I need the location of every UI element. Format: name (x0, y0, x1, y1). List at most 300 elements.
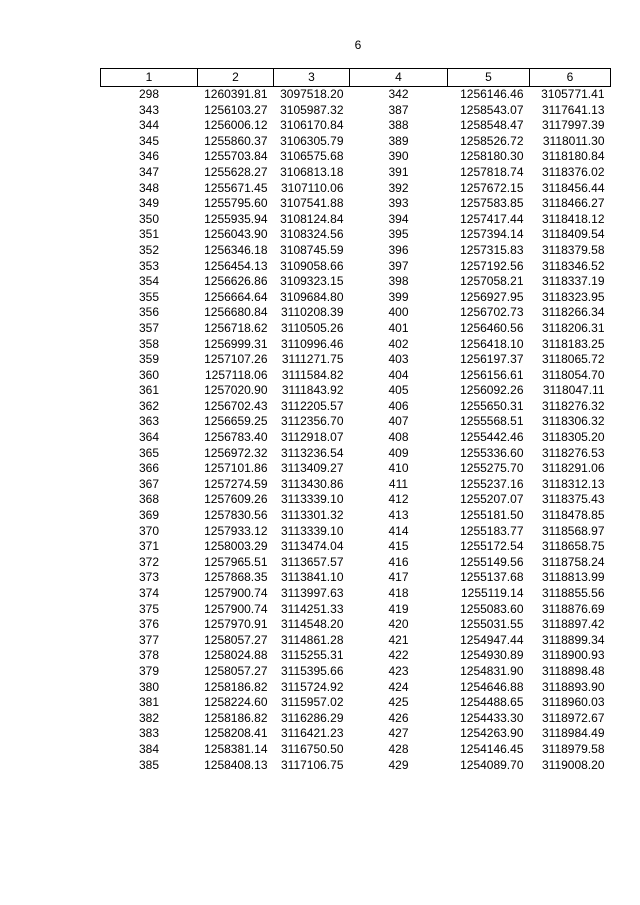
table-cell: 3105771.41 (541, 87, 605, 101)
table-row (101, 602, 611, 618)
table-cell: 381 (138, 695, 160, 710)
table-cell: 1255237.16 (460, 476, 524, 491)
table-cell: 3118960.03 (541, 695, 605, 710)
table-cell: 1257609.26 (204, 492, 268, 507)
table-cell: 3118456.44 (541, 180, 605, 195)
table-cell: 3107541.88 (280, 196, 344, 211)
table-cell: 398 (388, 274, 409, 289)
table-cell: 3110996.46 (280, 336, 344, 351)
table-cell: 3109058.66 (280, 258, 344, 273)
table-cell: 3111584.82 (281, 367, 344, 382)
table-cell: 1255671.45 (204, 180, 268, 195)
table-row (101, 274, 611, 290)
table-cell: 1257965.51 (204, 554, 268, 569)
table-cell: 3116750.50 (280, 741, 344, 756)
table-cell: 3113409.27 (280, 461, 344, 476)
table-cell: 404 (388, 367, 409, 382)
table-cell: 412 (388, 492, 409, 507)
table-cell: 1256346.18 (204, 242, 268, 257)
table-cell: 1256092.26 (460, 383, 524, 398)
table-row (101, 477, 611, 493)
table-cell: 385 (138, 757, 160, 772)
table-cell: 1257417.44 (460, 211, 524, 226)
table-cell: 405 (388, 383, 409, 398)
table-cell: 1254488.65 (460, 695, 524, 710)
table-cell: 362 (138, 398, 160, 413)
table-cell: 364 (138, 430, 160, 445)
table-cell: 3108324.56 (280, 227, 344, 242)
table-cell: 1255275.70 (460, 461, 524, 476)
table-cell: 1256460.56 (460, 320, 524, 335)
table-cell: 1258526.72 (460, 133, 524, 148)
table-cell: 3118011.30 (542, 133, 605, 148)
table-cell: 358 (138, 336, 160, 351)
table-cell: 1254930.89 (460, 648, 524, 663)
column-header: 2 (198, 69, 274, 87)
table-cell: 407 (388, 414, 409, 429)
table-cell: 3115724.92 (280, 679, 344, 694)
table-cell: 3111843.92 (281, 383, 344, 398)
table-cell: 1256146.46 (460, 87, 524, 101)
column-header: 5 (448, 69, 530, 87)
table-cell: 1256783.40 (204, 430, 268, 445)
table-cell: 1257868.35 (204, 570, 268, 585)
table-cell: 1255172.54 (460, 539, 524, 554)
table-cell: 1258208.41 (204, 726, 268, 741)
table-row (101, 87, 611, 103)
table-cell: 3117997.39 (541, 118, 605, 133)
table-cell: 380 (138, 679, 160, 694)
table-cell: 384 (138, 741, 160, 756)
table-cell: 1258543.07 (460, 102, 524, 117)
table-row (101, 227, 611, 243)
table-cell: 3118312.13 (541, 476, 605, 491)
table-cell: 3118379.58 (541, 242, 605, 257)
table-cell: 349 (138, 196, 160, 211)
table-cell: 1255181.50 (460, 508, 524, 523)
table-cell: 365 (138, 445, 160, 460)
table-row (101, 196, 611, 212)
column-header: 3 (274, 69, 350, 87)
table-cell: 1257900.74 (204, 601, 268, 616)
table-cell: 1255628.27 (204, 164, 268, 179)
table-cell: 344 (138, 118, 160, 133)
table-cell: 399 (388, 289, 409, 304)
table-cell: 3106575.68 (280, 149, 344, 164)
table-cell: 346 (138, 149, 160, 164)
table-cell: 403 (388, 352, 409, 367)
table-body (101, 87, 611, 774)
table-cell: 3116286.29 (280, 710, 344, 725)
table-cell: 1257058.21 (460, 274, 524, 289)
table-cell: 389 (388, 133, 409, 148)
table-row (101, 726, 611, 742)
table-cell: 3113301.32 (280, 508, 344, 523)
table-cell: 419 (388, 601, 409, 616)
table-row (101, 243, 611, 259)
table-row (101, 414, 611, 430)
table-cell: 3118813.99 (541, 570, 605, 585)
table-cell: 3114548.20 (280, 617, 344, 632)
table-cell: 3110208.39 (280, 305, 344, 320)
table-cell: 391 (388, 164, 409, 179)
table-cell: 1258186.82 (204, 679, 268, 694)
table-cell: 415 (388, 539, 409, 554)
column-header: 1 (101, 69, 198, 87)
table-cell: 3118972.67 (541, 710, 605, 725)
table-cell: 352 (138, 242, 160, 257)
table-cell: 3108745.59 (280, 242, 344, 257)
table-cell: 3118276.32 (541, 398, 605, 413)
table-cell: 1256454.13 (204, 258, 268, 273)
table-row (101, 586, 611, 602)
table-cell: 353 (138, 258, 160, 273)
table-cell: 3107110.06 (280, 180, 344, 195)
table-cell: 1257274.59 (204, 476, 268, 491)
table-row (101, 711, 611, 727)
table-cell: 3108124.84 (280, 211, 344, 226)
table-cell: 3118893.90 (541, 679, 605, 694)
table-cell: 1256659.25 (204, 414, 268, 429)
table-row (101, 399, 611, 415)
table-cell: 3113339.10 (280, 492, 344, 507)
table-cell: 3118180.84 (541, 149, 605, 164)
table-row (101, 570, 611, 586)
table-cell: 347 (138, 164, 160, 179)
table-cell: 418 (388, 586, 409, 600)
table-row (101, 259, 611, 275)
table-cell: 351 (138, 227, 160, 242)
table-cell: 3113657.57 (280, 554, 344, 569)
table-cell: 1255336.60 (460, 445, 524, 460)
table-cell: 3097518.20 (280, 87, 344, 101)
table-cell: 377 (138, 632, 160, 647)
table-cell: 3118276.53 (541, 445, 605, 460)
table-cell: 3118898.48 (541, 663, 605, 678)
table-cell: 359 (138, 352, 160, 367)
table-cell: 3118346.52 (541, 258, 605, 273)
table-cell: 1257672.15 (460, 180, 524, 195)
table-cell: 397 (388, 258, 409, 273)
table-cell: 3118305.20 (541, 430, 605, 445)
table-cell: 3113339.10 (280, 523, 344, 538)
table-cell: 3112918.07 (280, 430, 344, 445)
table-cell: 1255703.84 (204, 149, 268, 164)
table-cell: 410 (388, 461, 409, 476)
table-cell: 3106305.79 (280, 133, 344, 148)
table-cell: 1257107.26 (204, 352, 268, 367)
table-cell: 413 (388, 508, 409, 523)
table-cell: 423 (388, 663, 409, 678)
table-cell: 429 (388, 757, 409, 772)
table-cell: 1257118.06 (204, 367, 268, 382)
table-cell: 3118568.97 (541, 523, 605, 538)
table-cell: 374 (138, 586, 160, 600)
table-cell: 355 (138, 289, 160, 304)
table-cell: 1255568.51 (460, 414, 524, 429)
table-cell: 369 (138, 508, 160, 523)
table-cell: 424 (388, 679, 409, 694)
table-cell: 3113841.10 (280, 570, 344, 585)
table-cell: 356 (138, 305, 160, 320)
table-row (101, 337, 611, 353)
table-row (101, 165, 611, 181)
table-cell: 3118376.02 (541, 164, 605, 179)
table-cell: 426 (388, 710, 409, 725)
table-cell: 3109323.15 (280, 274, 344, 289)
table-cell: 3118758.24 (541, 554, 605, 569)
table-row (101, 181, 611, 197)
table-cell: 3118323.95 (541, 289, 605, 304)
table-cell: 3118183.25 (541, 336, 605, 351)
table-cell: 1256718.62 (204, 320, 268, 335)
table-cell: 1256103.27 (204, 102, 268, 117)
table-cell: 3111271.75 (281, 352, 344, 367)
table-cell: 414 (388, 523, 409, 538)
table-cell: 392 (388, 180, 409, 195)
table-cell: 1258024.88 (204, 648, 268, 663)
table-cell: 1255031.55 (460, 617, 524, 632)
table-cell: 3118466.27 (541, 196, 605, 211)
table-row (101, 149, 611, 165)
column-header: 4 (350, 69, 448, 87)
table-cell: 3118658.75 (541, 539, 605, 554)
table-cell: 3112356.70 (280, 414, 344, 429)
table-cell: 3113997.63 (280, 586, 344, 600)
table-cell: 367 (138, 476, 160, 491)
table-cell: 1256197.37 (460, 352, 524, 367)
table-cell: 3118206.31 (541, 320, 605, 335)
table-cell: 1256418.10 (460, 336, 524, 351)
table-cell: 363 (138, 414, 160, 429)
table-cell: 1256972.32 (204, 445, 268, 460)
table-row (101, 118, 611, 134)
table-cell: 1258186.82 (204, 710, 268, 725)
table-cell: 1256680.84 (204, 305, 268, 320)
table-cell: 1257315.83 (460, 242, 524, 257)
table-cell: 1257933.12 (204, 523, 268, 538)
table-cell: 1256702.43 (204, 398, 268, 413)
table-cell: 3118375.43 (541, 492, 605, 507)
column-header: 6 (530, 69, 611, 87)
table-cell: 1258381.14 (204, 741, 268, 756)
table-cell: 3118900.93 (541, 648, 605, 663)
table-cell: 420 (388, 617, 409, 632)
table-cell: 422 (388, 648, 409, 663)
table-cell: 368 (138, 492, 160, 507)
table-cell: 1254433.30 (460, 710, 524, 725)
table-cell: 1256156.61 (460, 367, 524, 382)
table-cell: 1257900.74 (204, 586, 268, 600)
coordinates-table (100, 68, 611, 773)
table-cell: 379 (138, 663, 160, 678)
table-cell: 1257394.14 (460, 227, 524, 242)
table-cell: 428 (388, 741, 409, 756)
table-row (101, 446, 611, 462)
table-cell: 1256006.12 (204, 118, 268, 133)
table-cell: 3115395.66 (280, 663, 344, 678)
table-cell: 3118979.58 (541, 741, 605, 756)
table-row (101, 695, 611, 711)
table-cell: 3118337.19 (541, 274, 605, 289)
table-row (101, 742, 611, 758)
table-cell: 360 (138, 367, 160, 382)
table-row (101, 103, 611, 119)
table-cell: 3106813.18 (280, 164, 344, 179)
table-cell: 1256999.31 (204, 336, 268, 351)
table-cell: 417 (388, 570, 409, 585)
page-number: 6 (354, 38, 362, 52)
table-cell: 387 (388, 102, 409, 117)
table-cell: 3110505.26 (280, 320, 344, 335)
table-cell: 1255442.46 (460, 430, 524, 445)
table-row (101, 758, 611, 774)
table-cell: 3113236.54 (280, 445, 344, 460)
table-cell: 1255137.68 (460, 570, 524, 585)
table-cell: 1258548.47 (460, 118, 524, 133)
table-cell: 1254831.90 (460, 663, 524, 678)
table-cell: 421 (388, 632, 409, 647)
table-cell: 3113474.04 (280, 539, 344, 554)
table-cell: 1256927.95 (460, 289, 524, 304)
table-cell: 409 (388, 445, 409, 460)
table-cell: 3116421.23 (280, 726, 344, 741)
table-cell: 406 (388, 398, 409, 413)
table-row (101, 383, 611, 399)
table-cell: 3118054.70 (541, 367, 605, 382)
table-cell: 3113430.86 (280, 476, 344, 491)
table-cell: 388 (388, 118, 409, 133)
table-row (101, 524, 611, 540)
table-cell: 411 (388, 476, 409, 491)
table-cell: 401 (388, 320, 409, 335)
table-cell: 1254947.44 (460, 632, 524, 647)
table-cell: 3117106.75 (280, 757, 344, 772)
table-cell: 3106170.84 (280, 118, 344, 133)
table-cell: 1256626.86 (204, 274, 268, 289)
table-cell: 3118291.06 (541, 461, 605, 476)
table-cell: 3114861.28 (280, 632, 344, 647)
table-cell: 1255650.31 (460, 398, 524, 413)
table-cell: 1260391.81 (204, 87, 268, 101)
table-cell: 1257583.85 (460, 196, 524, 211)
table-cell: 1255207.07 (460, 492, 524, 507)
table-cell: 1258224.60 (204, 695, 268, 710)
table-cell: 1256043.90 (204, 227, 268, 242)
table-row (101, 305, 611, 321)
table-cell: 342 (388, 87, 409, 101)
table-cell: 3118065.72 (541, 352, 605, 367)
table-cell: 376 (138, 617, 160, 632)
table-header-row (101, 69, 611, 87)
table-row (101, 633, 611, 649)
table-cell: 1257101.86 (204, 461, 268, 476)
table-cell: 1255860.37 (204, 133, 268, 148)
table-cell: 3112205.57 (280, 398, 344, 413)
table-cell: 1255183.77 (460, 523, 524, 538)
table-cell: 1257020.90 (204, 383, 268, 398)
table-cell: 357 (138, 320, 160, 335)
table-row (101, 680, 611, 696)
table-cell: 1254263.90 (460, 726, 524, 741)
table-cell: 1255935.94 (204, 211, 268, 226)
table-cell: 390 (388, 149, 409, 164)
table-cell: 402 (388, 336, 409, 351)
table-cell: 383 (138, 726, 160, 741)
table-row (101, 368, 611, 384)
table-row (101, 134, 611, 150)
table-cell: 1254089.70 (460, 757, 524, 772)
table-cell: 350 (138, 211, 160, 226)
table-row (101, 352, 611, 368)
table-cell: 1258408.13 (204, 757, 268, 772)
table-row (101, 212, 611, 228)
table-cell: 373 (138, 570, 160, 585)
table-row (101, 539, 611, 555)
table-row (101, 648, 611, 664)
table-cell: 425 (388, 695, 409, 710)
table-cell: 394 (388, 211, 409, 226)
table-cell: 395 (388, 227, 409, 242)
table-cell: 1255795.60 (204, 196, 268, 211)
table-cell: 416 (388, 554, 409, 569)
table-row (101, 321, 611, 337)
table-cell: 3118266.34 (541, 305, 605, 320)
table-cell: 1255083.60 (460, 601, 524, 616)
table-cell: 3117641.13 (541, 102, 605, 117)
table-cell: 1256664.64 (204, 289, 268, 304)
table-cell: 372 (138, 554, 160, 569)
table-cell: 3118047.11 (542, 383, 605, 398)
table-cell: 3115255.31 (280, 648, 344, 663)
table-cell: 371 (138, 539, 160, 554)
table-cell: 354 (138, 274, 160, 289)
table-cell: 3118855.56 (541, 586, 605, 600)
table-cell: 1257818.74 (460, 164, 524, 179)
table-row (101, 492, 611, 508)
table-row (101, 430, 611, 446)
table-cell: 382 (138, 710, 160, 725)
table-cell: 1254146.45 (460, 741, 524, 756)
table-cell: 400 (388, 305, 409, 320)
table-cell: 1258003.29 (204, 539, 268, 554)
table-cell: 3118478.85 (541, 508, 605, 523)
table-cell: 1254646.88 (460, 679, 524, 694)
table-cell: 1255149.56 (460, 554, 524, 569)
table-cell: 345 (138, 133, 160, 148)
table-cell: 348 (138, 180, 160, 195)
table-cell: 396 (388, 242, 409, 257)
table-cell: 366 (138, 461, 160, 476)
table-row (101, 617, 611, 633)
table-cell: 3118876.69 (541, 601, 605, 616)
table-cell: 3118897.42 (541, 617, 605, 632)
table-row (101, 508, 611, 524)
table-cell: 375 (138, 601, 160, 616)
table-cell: 1258057.27 (204, 663, 268, 678)
table-cell: 343 (138, 102, 160, 117)
table-cell: 1257830.56 (204, 508, 268, 523)
table-cell: 1258057.27 (204, 632, 268, 647)
table-row (101, 461, 611, 477)
table-cell: 3109684.80 (280, 289, 344, 304)
table-cell: 3119008.20 (541, 757, 605, 772)
table-cell: 3115957.02 (280, 695, 344, 710)
table-cell: 1257192.56 (460, 258, 524, 273)
table-cell: 361 (138, 383, 160, 398)
table-cell: 3118899.34 (541, 632, 605, 647)
table-cell: 298 (138, 87, 160, 101)
